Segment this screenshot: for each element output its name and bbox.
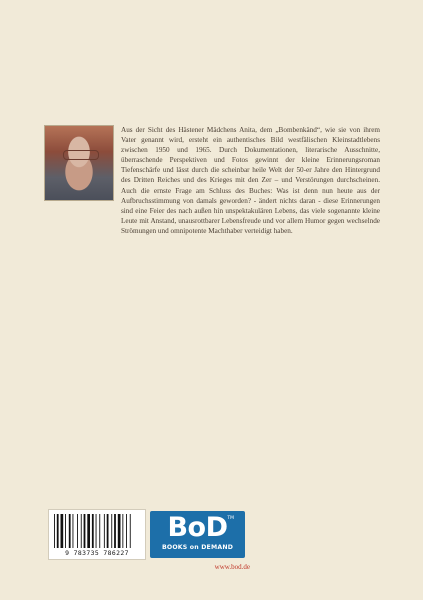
bod-logo-word: BoD — [167, 512, 228, 543]
isbn-number: 9 783735 786227 — [65, 549, 129, 557]
barcode-bars — [54, 514, 140, 548]
trademark-mark: TM — [227, 516, 234, 521]
bod-tagline: BOOKS on DEMAND — [161, 544, 234, 551]
back-cover-blurb: Aus der Sicht des Hästener Mädchens Anita, dem „Bombenkänd“, wie sie von ihrem Vater genannt wird, ersteht ein authentisches Bild westfälischen Kleinstadtlebens zwischen 1950 und 1965. Durch Dokumentationen, literarische Ausschnitte, überraschende Perspektiven und Fotos gewinnt der kleine Erinnerungsroman Tiefenschärfe und lässt durch die scheinbar heile Welt der 50-er Jahre den Hintergrund des Dritten Reiches und des Krieges mit den Zer – und Verstörungen durchscheinen. Auch die ernste Frage am Schluss des Buches: Was ist denn nun heute aus der Aufbruchsstimmung von damals geworden? - ändert nichts daran - diese Erinnerungen sind eine Feier des nach außen hin unspektakulären Lebens, das viele sogenannte kleine Leute mit Anstand, unausrottbarer Lebensfreude und vor allem Humor gegen wechselnde Strömungen und omnipotente Machthaber verteidigt haben. — [121, 126, 380, 235]
publisher-url-link[interactable]: www.bod.de — [214, 563, 250, 571]
bod-logo[interactable] — [150, 511, 245, 558]
author-photo — [44, 125, 114, 201]
isbn-barcode — [48, 509, 146, 560]
